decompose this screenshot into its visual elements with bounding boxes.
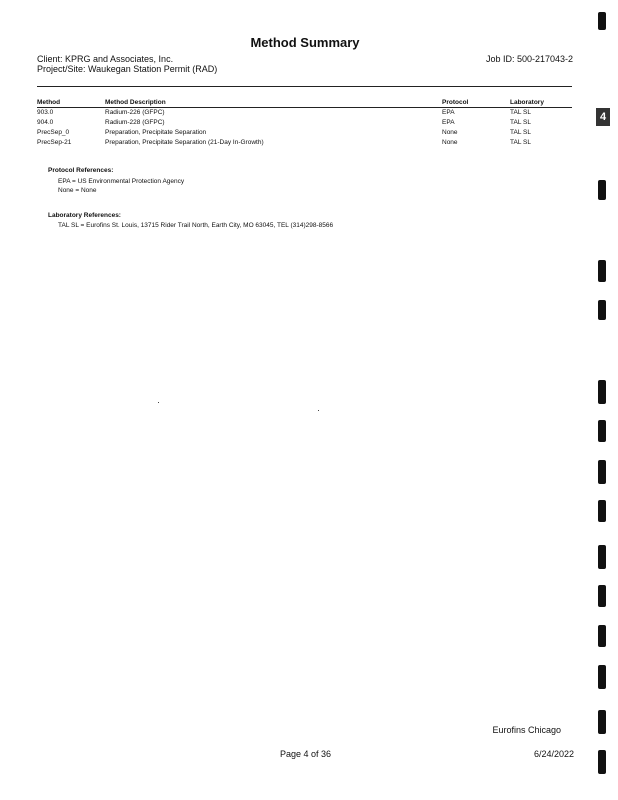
edge-tab-mark xyxy=(598,380,606,404)
row-laboratory: TAL SL xyxy=(510,129,531,136)
col-laboratory: Laboratory xyxy=(510,99,544,106)
row-protocol: None xyxy=(442,139,458,146)
edge-tab-mark xyxy=(598,300,606,320)
table-header-rule xyxy=(37,107,572,108)
client-line: Client: KPRG and Associates, Inc. xyxy=(37,54,174,64)
col-description: Method Description xyxy=(105,99,166,106)
col-method: Method xyxy=(37,99,61,106)
row-description: Preparation, Precipitate Separation xyxy=(105,129,207,136)
project-line: Project/Site: Waukegan Station Permit (RAD) xyxy=(37,64,218,74)
laboratory-references-heading: Laboratory References: xyxy=(48,212,121,219)
edge-tab-mark xyxy=(598,585,606,607)
side-tab-label: 4 xyxy=(596,108,610,126)
row-laboratory: TAL SL xyxy=(510,139,531,146)
row-laboratory: TAL SL xyxy=(510,109,531,116)
edge-tab-mark xyxy=(598,625,606,647)
row-method: 903.0 xyxy=(37,109,54,116)
protocol-reference-item: None = None xyxy=(58,187,97,194)
protocol-reference-item: EPA = US Environmental Protection Agency xyxy=(58,178,185,185)
protocol-references-heading: Protocol References: xyxy=(48,167,114,174)
row-protocol: None xyxy=(442,129,458,136)
row-description: Preparation, Precipitate Separation (21-Day In-Growth) xyxy=(105,139,264,146)
edge-tab-mark xyxy=(598,12,606,30)
protocol-references xyxy=(48,167,184,194)
header-rule xyxy=(37,86,572,87)
row-method: PrecSep-21 xyxy=(37,139,72,146)
laboratory-references xyxy=(48,212,333,229)
edge-tab-mark xyxy=(598,460,606,484)
row-protocol: EPA xyxy=(442,119,455,126)
footer-lab: Eurofins Chicago xyxy=(492,725,561,735)
edge-tab-mark xyxy=(598,710,606,734)
footer-page-number: Page 4 of 36 xyxy=(280,749,332,759)
row-laboratory: TAL SL xyxy=(510,119,531,126)
edge-tab-mark xyxy=(598,665,606,689)
row-protocol: EPA xyxy=(442,109,455,116)
footer-date: 6/24/2022 xyxy=(533,749,574,759)
row-method: PrecSep_0 xyxy=(37,129,70,136)
col-protocol: Protocol xyxy=(442,99,469,106)
row-description: Radium-226 (GFPC) xyxy=(105,109,165,116)
edge-tab-mark xyxy=(598,545,606,569)
row-method: 904.0 xyxy=(37,119,54,126)
edge-tab-mark xyxy=(598,420,606,442)
edge-tab-mark xyxy=(598,260,606,282)
page-title: Method Summary xyxy=(250,35,360,50)
scan-speck xyxy=(318,410,319,411)
job-id: Job ID: 500-217043-2 xyxy=(485,54,573,64)
edge-tab-mark xyxy=(598,180,606,200)
edge-tab-mark xyxy=(598,750,606,774)
edge-tab-mark xyxy=(598,500,606,522)
row-description: Radium-228 (GFPC) xyxy=(105,119,165,126)
scan-speck xyxy=(158,402,159,403)
laboratory-reference-item: TAL SL = Eurofins St. Louis, 13715 Rider Trail North, Earth City, MO 63045, TEL (314)298-8566 xyxy=(58,222,334,229)
